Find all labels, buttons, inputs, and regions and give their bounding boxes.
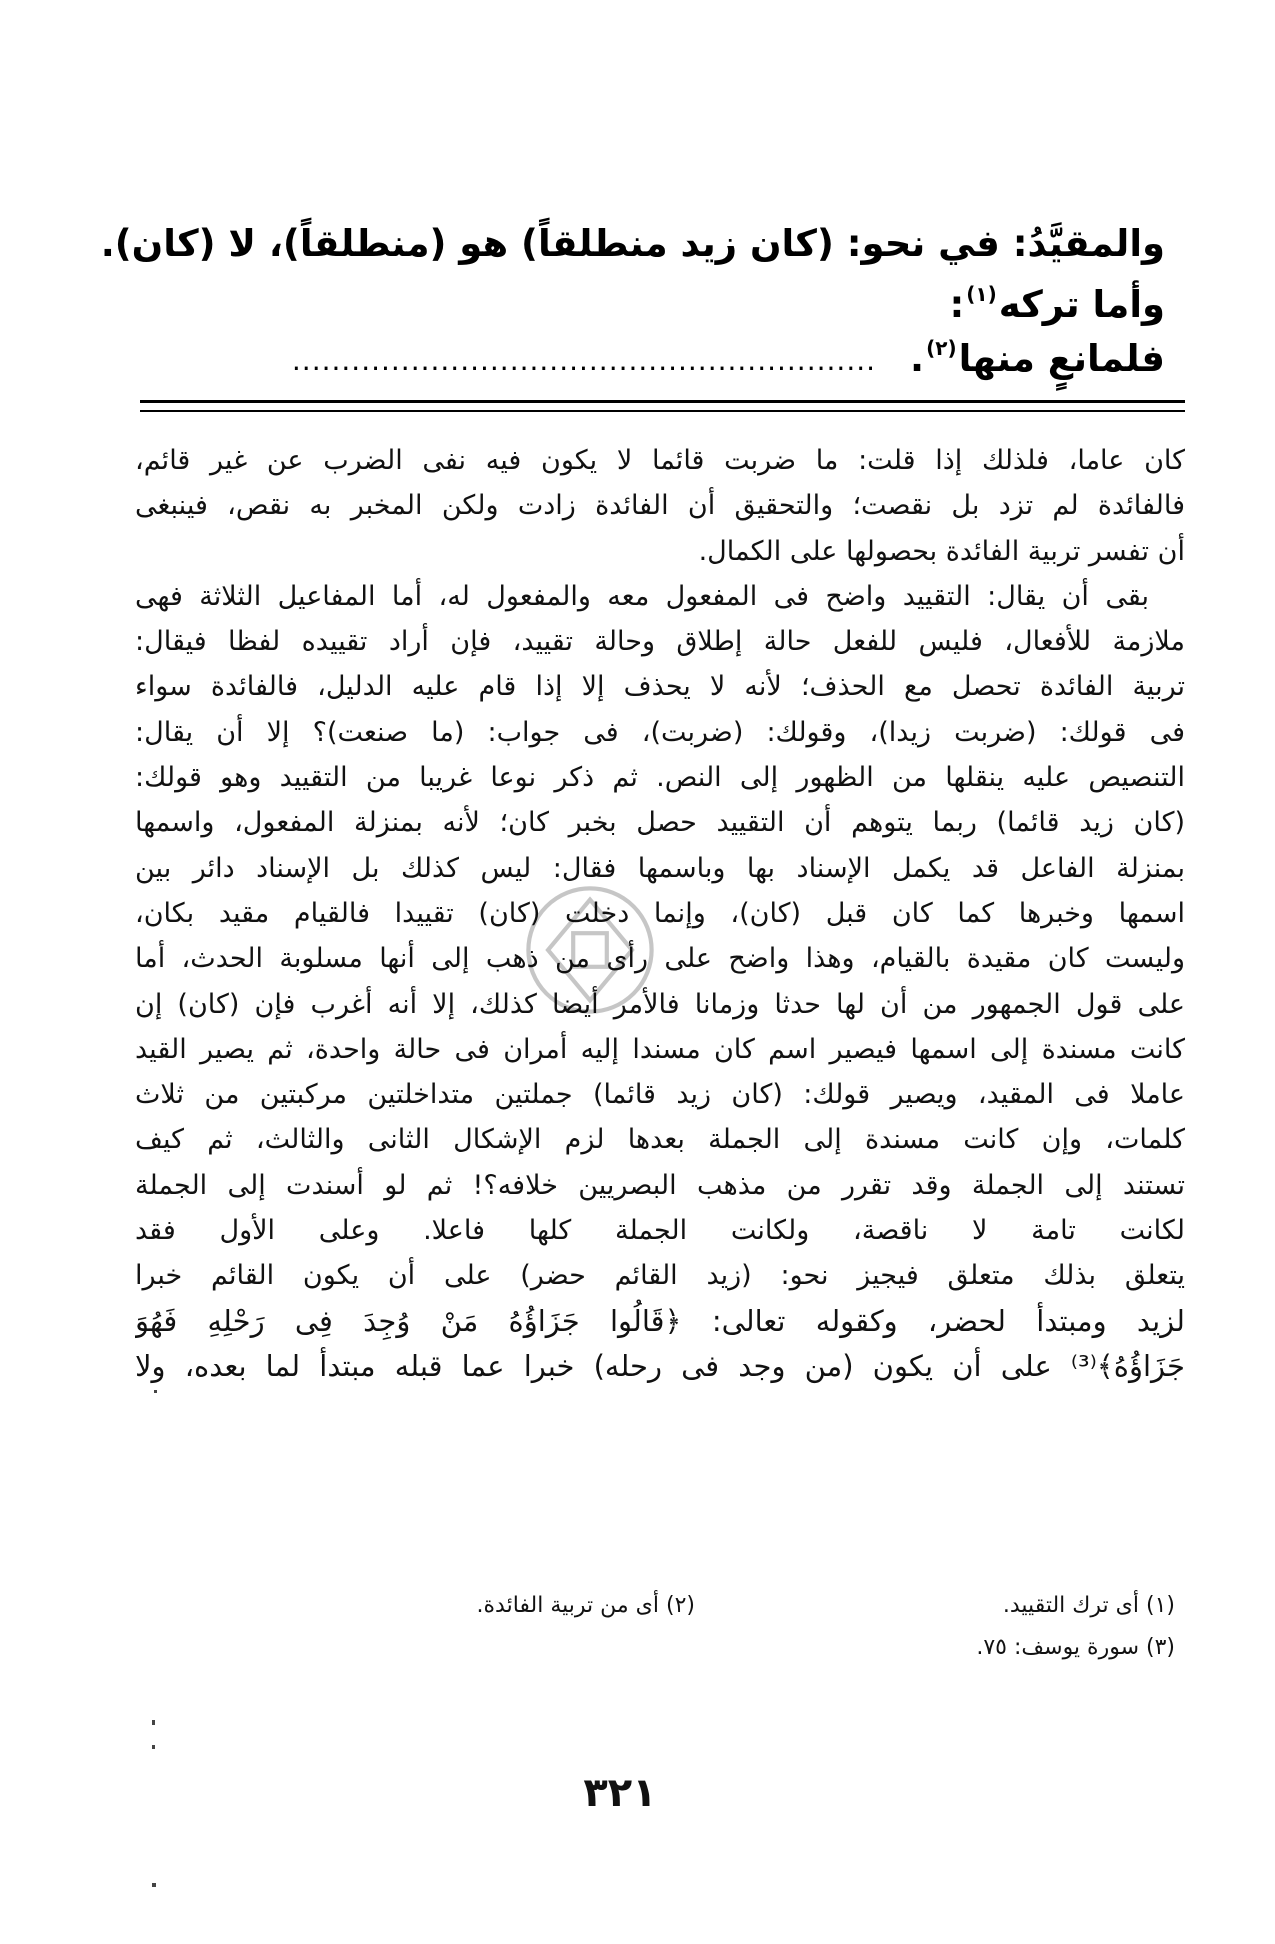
matn-period: . <box>910 337 925 380</box>
matn-text-3: فلمانعٍ منها <box>958 337 1165 380</box>
footnote-row <box>135 1627 1175 1669</box>
text-line: التنصيص عليه ينقلها من الظهور إلى النص. ثم ذكر نوعا غريبا من التقييد وهو قولك: <box>135 762 1185 794</box>
matn-colon: : <box>949 283 965 326</box>
text-line: عاملا فى المقيد، ويصير قولك: (كان زيد قائما) جملتين متداخلتين مركبتين من ثلاث <box>135 1079 1185 1111</box>
text-line: تربية الفائدة تحصل مع الحذف؛ لأنه لا يحذف إلا إذا قام عليه الدليل، فالفائدة سواء <box>135 671 1185 703</box>
text-line: فى قولك: (ضربت زيدا)، وقولك: (ضربت)، فى جواب: (ما صنعت)؟ إلا أن يقال: <box>135 716 1185 748</box>
text-line: كانت مسندة إلى اسمها فيصير اسم كان مسندا إليه أمران فى حالة واحدة، ثم يصير القيد <box>135 1033 1185 1065</box>
text-line: فالفائدة لم تزد بل نقصت؛ والتحقيق أن الفائدة زادت ولكن المخبر به نقص، فينبغى <box>135 490 1185 522</box>
quran-verse-line: لزيد ومبتدأ لحضر، وكقوله تعالى: ﴿قَالُوا جَزَاؤُهُ مَنْ وُجِدَ فِى رَحْلِهِ فَهُوَ <box>135 1303 1185 1338</box>
matn-line-3 <box>205 336 1165 380</box>
footnote-3: (٣) سورة يوسف: ٧٥. <box>976 1635 1175 1660</box>
text-line: كلمات، وإن كانت مسندة إلى الجملة بعدها لزم الإشكال الثانى والثالث، ثم كيف <box>135 1124 1185 1156</box>
matn-text-1: والمقيَّدُ: في نحو: (كان زيد منطلقاً) هو (منطلقاً)، لا (كان). <box>100 222 1165 265</box>
footnote-row <box>135 1585 1175 1627</box>
text-line: وليست كان مقيدة بالقيام، وهذا واضح على رأى من ذهب إلى أنها مسلوبة الحدث، أما <box>135 943 1185 975</box>
scan-speck <box>152 1720 155 1725</box>
commentary-body <box>135 438 1185 1389</box>
footnote-2: (٢) أى من تربية الفائدة. <box>476 1593 695 1618</box>
text-line: بقى أن يقال: التقييد واضح فى المفعول معه والمفعول له، أما المفاعيل الثلاثة فهى <box>135 580 1149 612</box>
footnote-1: (١) أى ترك التقييد. <box>1002 1593 1175 1618</box>
text-line: (كان زيد قائما) ربما يتوهم أن التقييد حصل بخبر كان؛ لأنه بمنزلة المفعول، واسمها <box>135 807 1185 839</box>
matn-line-1 <box>100 222 1165 265</box>
library-seal-watermark <box>520 880 660 1020</box>
separator-rule-bottom <box>140 410 1185 412</box>
text-line: على قول الجمهور من أن لها حدثا وزمانا فالأمر أيضا كذلك، إلا أنه أغرب فإن (كان) إن <box>135 988 1185 1020</box>
separator-rule-top <box>140 400 1185 403</box>
matn-line-2 <box>205 282 1165 326</box>
text-line: كان عاما، فلذلك إذا قلت: ما ضربت قائما لا يكون فيه نفى الضرب عن غير قائم، <box>135 445 1185 476</box>
matn-text-2: وأما تركه <box>998 283 1165 326</box>
text-line: يتعلق بذلك متعلق فيجيز نحو: (زيد القائم حضر) على أن يكون القائم خبرا <box>135 1260 1185 1292</box>
footnotes <box>135 1585 1175 1669</box>
scan-speck <box>154 1390 157 1393</box>
footnote-ref-1: (١) <box>966 282 997 306</box>
dotted-leader: ........................................................... <box>291 344 877 377</box>
footnote-empty <box>215 1627 695 1669</box>
text-line: بمنزلة الفاعل قد يكمل الإسناد بها وباسمها فقال: ليس كذلك بل الإسناد دائر بين <box>135 852 1185 884</box>
text-line: تستند إلى الجملة وقد تقرر من مذهب البصريين خلافه؟! ثم لو أسندت إلى الجملة <box>135 1169 1185 1201</box>
scan-speck <box>152 1883 156 1887</box>
text-line: اسمها وخبرها كما كان قبل (كان)، وإنما دخلت (كان) تقييدا فالقيام مقيد بكان، <box>135 897 1185 929</box>
text-line: لكانت تامة لا ناقصة، ولكانت الجملة كلها فاعلا. وعلى الأول فقد <box>135 1215 1185 1247</box>
footnote-ref-2: (٢) <box>926 336 957 360</box>
text-line: ملازمة للأفعال، فليس للفعل حالة إطلاق وحالة تقييد، فإن أراد تقييده لفظا فيقال: <box>135 626 1185 658</box>
scan-speck <box>152 1745 155 1749</box>
page-number: ٣٢١ <box>583 1770 657 1816</box>
quran-verse-line: جَزَاؤُهُ﴾⁽³⁾ على أن يكون (من وجد فى رحله) خبرا عما قبله مبتدأ لما بعده، ولا <box>135 1348 1185 1383</box>
text-line: أن تفسر تربية الفائدة بحصولها على الكمال. <box>698 535 1185 567</box>
